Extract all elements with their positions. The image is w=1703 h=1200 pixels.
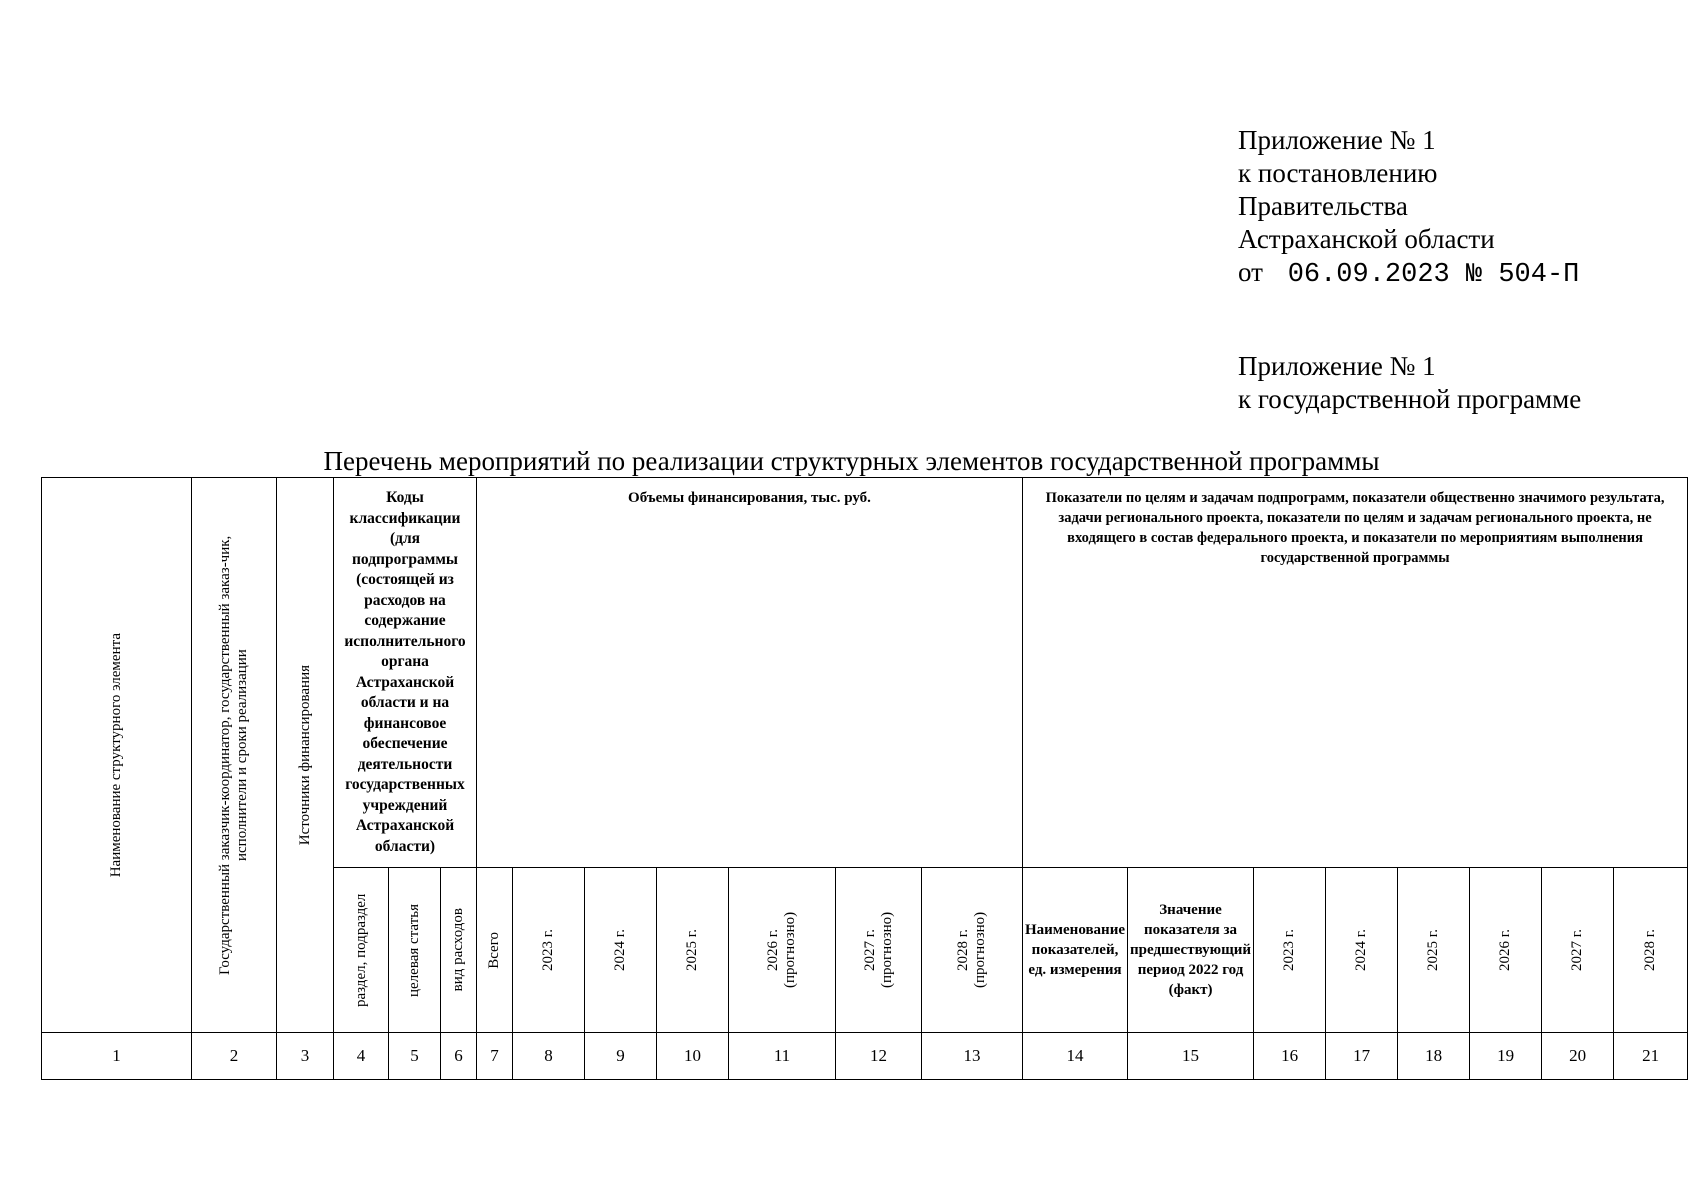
column-number: 2 <box>192 1033 277 1080</box>
header-target-item: целевая статья <box>389 868 441 1033</box>
header-ind-2024: 2024 г. <box>1326 868 1398 1033</box>
header-funding-sources: Источники финансирования <box>277 478 334 1033</box>
header-classification-codes: Коды классификации (для подпрограммы (состоящей из расходов на содержание исполнительного органа Астраханской области и на финансовое обеспечение деятельности государственных учреждений Астраханской области) <box>334 478 477 868</box>
program-appendix-line: Приложение № 1 <box>1238 351 1436 381</box>
header-element-name: Наименование структурного элемента <box>42 478 192 1033</box>
measures-table <box>41 477 1688 1080</box>
program-appendix-line: к государственной программе <box>1238 384 1582 414</box>
header-fin-2027: 2027 г. (прогнозно) <box>836 868 922 1033</box>
column-number: 19 <box>1470 1033 1542 1080</box>
header-previous-value: Значение показателя за предшествующий период 2022 год (факт) <box>1128 868 1254 1033</box>
column-number: 7 <box>477 1033 513 1080</box>
decree-appendix-block <box>1238 124 1579 292</box>
decree-date-number: 06.09.2023 № 504-П <box>1287 260 1580 290</box>
header-fin-2023: 2023 г. <box>513 868 585 1033</box>
header-ind-2023: 2023 г. <box>1254 868 1326 1033</box>
decree-appendix-line: к постановлению <box>1238 158 1438 188</box>
header-section-subsection: раздел, подраздел <box>334 868 389 1033</box>
header-fin-2025: 2025 г. <box>657 868 729 1033</box>
column-number: 20 <box>1542 1033 1614 1080</box>
column-number: 16 <box>1254 1033 1326 1080</box>
header-ind-2025: 2025 г. <box>1398 868 1470 1033</box>
header-indicators: Показатели по целям и задачам подпрограмм, показатели общественно значимого результата, задачи регионального проекта, показатели по целям и задачам регионального проекта, не входящего в состав федерального проекта, и показатели по мероприятиям выполнения государственной программы <box>1023 478 1688 868</box>
column-number: 15 <box>1128 1033 1254 1080</box>
header-fin-2028: 2028 г. (прогнозно) <box>922 868 1023 1033</box>
column-number: 21 <box>1614 1033 1688 1080</box>
column-number: 13 <box>922 1033 1023 1080</box>
header-fin-2026: 2026 г. (прогнозно) <box>729 868 836 1033</box>
header-customer: Государственный заказчик-координатор, государственный заказ-чик, исполнители и сроки реализации <box>192 478 277 1033</box>
column-number: 8 <box>513 1033 585 1080</box>
header-ind-2028: 2028 г. <box>1614 868 1688 1033</box>
header-indicator-name: Наименование показателей, ед. измерения <box>1023 868 1128 1033</box>
header-total: Всего <box>477 868 513 1033</box>
column-number-row <box>42 1033 1688 1080</box>
column-number: 1 <box>42 1033 192 1080</box>
program-appendix-block <box>1238 350 1581 416</box>
header-financing-volumes: Объемы финансирования, тыс. руб. <box>477 478 1023 868</box>
document-title: Перечень мероприятий по реализации структурных элементов государственной программы <box>323 446 1380 476</box>
column-number: 11 <box>729 1033 836 1080</box>
date-prefix: от <box>1238 257 1263 287</box>
header-ind-2026: 2026 г. <box>1470 868 1542 1033</box>
decree-appendix-line: Правительства <box>1238 191 1408 221</box>
header-expense-type: вид расходов <box>441 868 477 1033</box>
column-number: 10 <box>657 1033 729 1080</box>
column-number: 17 <box>1326 1033 1398 1080</box>
column-number: 12 <box>836 1033 922 1080</box>
header-fin-2024: 2024 г. <box>585 868 657 1033</box>
column-number: 6 <box>441 1033 477 1080</box>
column-number: 18 <box>1398 1033 1470 1080</box>
column-number: 4 <box>334 1033 389 1080</box>
decree-appendix-line: Приложение № 1 <box>1238 125 1436 155</box>
column-number: 5 <box>389 1033 441 1080</box>
decree-appendix-line: Астраханской области <box>1238 224 1495 254</box>
column-number: 9 <box>585 1033 657 1080</box>
header-ind-2027: 2027 г. <box>1542 868 1614 1033</box>
column-number: 3 <box>277 1033 334 1080</box>
decree-date-line <box>1238 256 1579 292</box>
column-number: 14 <box>1023 1033 1128 1080</box>
